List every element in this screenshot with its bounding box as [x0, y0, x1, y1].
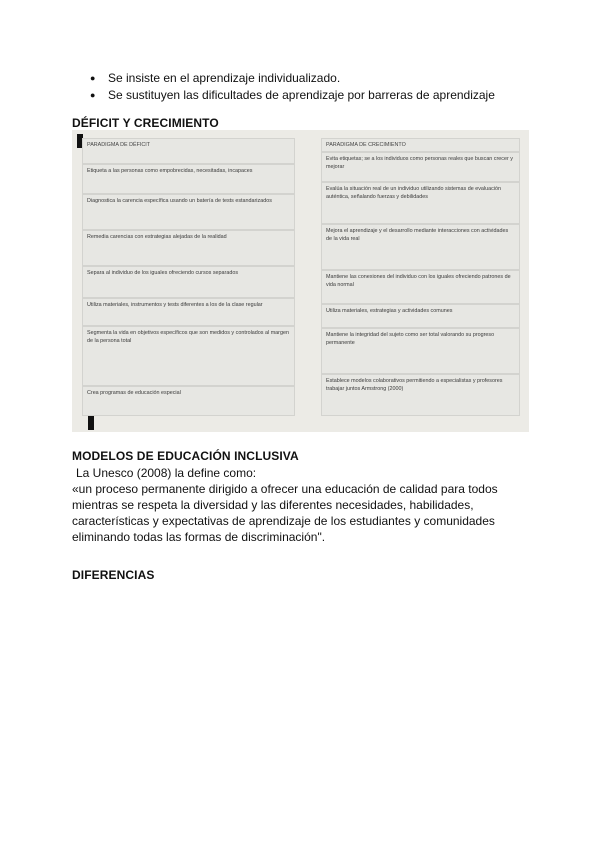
deficit-cell: Etiqueta a las personas como empobrecidas, necesitadas, incapaces — [82, 164, 295, 194]
section-heading-differences: DIFERENCIAS — [72, 568, 155, 582]
deficit-cell: Remedia carencias con estrategias alejadas de la realidad — [82, 230, 295, 266]
growth-column — [321, 138, 520, 418]
bullet-list — [90, 70, 495, 104]
growth-header: PARADIGMA DE CRECIMIENTO — [321, 138, 520, 152]
bullet-item: ● Se sustituyen las dificultades de aprendizaje por barreras de aprendizaje — [90, 87, 495, 104]
deficit-cell: Separa al individuo de los iguales ofreciendo cursos separados — [82, 266, 295, 298]
growth-cell: Establece modelos colaborativos permitiendo a especialistas y profesores trabajar juntos Armstrong (2000) — [321, 374, 520, 416]
section-heading-models: MODELOS DE EDUCACIÓN INCLUSIVA — [72, 449, 299, 463]
scan-marker — [88, 416, 94, 430]
deficit-cell: Segmenta la vida en objetivos específicos que son medidos y controlados al margen de la persona total — [82, 326, 295, 386]
section-heading-deficit: DÉFICIT Y CRECIMIENTO — [72, 116, 219, 130]
growth-cell: Mantiene la integridad del sujeto como ser total valorando su progreso permanente — [321, 328, 520, 374]
growth-cell: Evalúa la situación real de un individuo utilizando sistemas de evaluación auténtica, señalando fuerzas y debilidades — [321, 182, 520, 224]
deficit-header: PARADIGMA DE DÉFICIT — [82, 138, 295, 164]
deficit-cell: Crea programas de educación especial — [82, 386, 295, 416]
intro-text: La Unesco (2008) la define como: — [76, 466, 257, 480]
unesco-quote: «un proceso permanente dirigido a ofrecer una educación de calidad para todos mientras se respeta la diversidad y las diferentes necesidades, habilidades, características y expectativas de aprendizaje de los estudiantes y comunidades eliminando todas las formas de discriminación". — [72, 482, 498, 544]
deficit-cell: Diagnostica la carencia específica usando un batería de tests estandarizados — [82, 194, 295, 230]
deficit-column — [82, 138, 295, 418]
deficit-cell: Utiliza materiales, instrumentos y tests diferentes a los de la clase regular — [82, 298, 295, 326]
bullet-item: ● Se insiste en el aprendizaje individualizado. — [90, 70, 495, 87]
paradigm-table-image — [72, 130, 529, 432]
growth-cell: Evita etiquetas; se a los individuos como personas reales que buscan crecer y mejorar — [321, 152, 520, 182]
growth-cell: Utiliza materiales, estrategias y actividades comunes — [321, 304, 520, 328]
growth-cell: Mejora el aprendizaje y el desarrollo mediante interacciones con actividades de la vida real — [321, 224, 520, 270]
growth-cell: Mantiene las conexiones del individuo con los iguales ofreciendo patrones de vida normal — [321, 270, 520, 304]
